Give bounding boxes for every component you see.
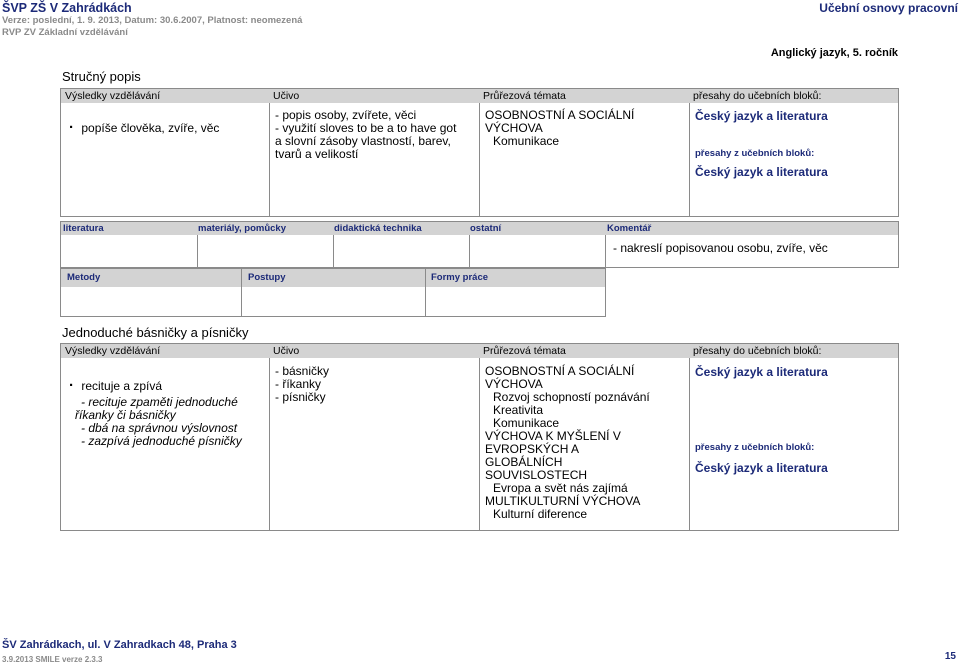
bullet-icon: · [69, 119, 74, 136]
program-line: RVP ZV Základní vzdělávání [2, 27, 128, 38]
outcome-sublist [75, 395, 242, 448]
table-header [61, 344, 898, 358]
col-technique: didaktická technika [334, 223, 422, 234]
footer-address: ŠV Zahrádkach, ul. V Zahradkach 48, Praha 3 [2, 639, 237, 651]
content-list [275, 365, 329, 404]
col-content: Učivo [273, 345, 300, 357]
col-forms: Formy práce [431, 272, 489, 283]
theme-line: Komunikace [493, 416, 560, 430]
theme-line: MULTIKULTURNÍ VÝCHOVA [485, 494, 641, 508]
divider [197, 235, 198, 267]
theme-line: VÝCHOVA [485, 377, 543, 391]
page-number: 15 [944, 651, 956, 662]
theme-line: OSOBNOSTNÍ A SOCIÁLNÍ [485, 364, 635, 378]
overlap-from-label: přesahy z učebních bloků: [695, 442, 815, 453]
themes-list [485, 109, 634, 148]
divider [269, 358, 270, 530]
divider [425, 269, 426, 316]
overlap-to: Český jazyk a literatura [695, 365, 828, 379]
theme-line: SOUVISLOSTECH [485, 468, 588, 482]
col-themes: Průřezová témata [483, 345, 566, 357]
content-line: - popis osoby, zvířete, věci [275, 108, 417, 122]
theme-line: Komunikace [493, 134, 560, 148]
footer-generated: 3.9.2013 SMILE verze 2.3.3 [2, 655, 103, 664]
outcome-table [60, 88, 899, 217]
content-line: - říkanky [275, 377, 322, 391]
col-methods: Metody [67, 272, 101, 283]
theme-line: VÝCHOVA [485, 121, 543, 135]
content-line: - básničky [275, 364, 330, 378]
overlap-from: Český jazyk a literatura [695, 165, 828, 179]
outcome-sub-line: - dbá na správnou výslovnost [81, 421, 238, 435]
theme-line: VÝCHOVA K MYŠLENÍ V [485, 429, 621, 443]
col-outcomes: Výsledky vzdělávání [65, 345, 161, 357]
col-content: Učivo [273, 90, 300, 102]
table-header [61, 89, 898, 103]
resources-table [60, 221, 899, 268]
methods-header [61, 269, 605, 287]
theme-line: GLOBÁLNÍCH [485, 455, 563, 469]
divider [479, 103, 480, 216]
outcome-item [69, 119, 220, 136]
outcome-text: recituje a zpívá [81, 379, 163, 393]
theme-line: OSOBNOSTNÍ A SOCIÁLNÍ [485, 108, 635, 122]
section-title: Jednoduché básničky a písničky [62, 325, 249, 340]
col-materials: materiály, pomůcky [198, 223, 287, 234]
col-literature: literatura [63, 223, 104, 234]
divider [479, 358, 480, 530]
overlap-to: Český jazyk a literatura [695, 109, 828, 123]
version-line: Verze: poslední, 1. 9. 2013, Datum: 30.6.2007, Platnost: neomezená [2, 15, 303, 26]
content-list [275, 109, 456, 161]
outcome-table [60, 343, 899, 531]
doc-type: Učební osnovy pracovní [819, 1, 958, 15]
divider [689, 358, 690, 530]
col-outcomes: Výsledky vzdělávání [65, 90, 161, 102]
col-themes: Průřezová témata [483, 90, 566, 102]
outcome-sub-line: - recituje zpaměti jednoduché [81, 395, 238, 409]
col-other: ostatní [470, 223, 502, 234]
col-overlap: přesahy do učebních bloků: [693, 345, 822, 357]
outcome-item [69, 377, 163, 394]
content-line: a slovní zásoby vlastností, barev, [275, 134, 451, 148]
divider [605, 235, 606, 267]
overlap-from-label: přesahy z učebních bloků: [695, 148, 815, 159]
content-line: - využití sloves to be a to have got [275, 121, 457, 135]
divider [689, 103, 690, 216]
outcome-sub-line: - zazpívá jednoduché písničky [81, 434, 242, 448]
theme-line: Kulturní diference [493, 507, 588, 521]
outcome-sub-line: říkanky či básničky [75, 408, 176, 422]
themes-list [485, 365, 650, 521]
divider [333, 235, 334, 267]
bullet-icon: · [69, 377, 74, 394]
content-line: tvarů a velikostí [275, 147, 359, 161]
outcome-text: popíše člověka, zvíře, věc [81, 121, 220, 135]
col-comment: Komentář [607, 223, 652, 234]
theme-line: EVROPSKÝCH A [485, 442, 580, 456]
col-overlap: přesahy do učebních bloků: [693, 90, 822, 102]
theme-line: Rozvoj schopností poznávání [493, 390, 650, 404]
divider [469, 235, 470, 267]
content-line: - písničky [275, 390, 326, 404]
school-name: ŠVP ZŠ V Zahrádkách [2, 1, 132, 15]
subject-title: Anglický jazyk, 5. ročník [770, 47, 898, 59]
methods-table [60, 268, 606, 317]
resources-header [61, 222, 898, 235]
divider [269, 103, 270, 216]
theme-line: Kreativita [493, 403, 544, 417]
col-procedures: Postupy [248, 272, 286, 283]
divider [241, 269, 242, 316]
theme-line: Evropa a svět nás zajímá [493, 481, 628, 495]
section-title: Stručný popis [62, 69, 141, 84]
comment-text: - nakreslí popisovanou osobu, zvíře, věc [613, 241, 828, 255]
overlap-from: Český jazyk a literatura [695, 461, 828, 475]
